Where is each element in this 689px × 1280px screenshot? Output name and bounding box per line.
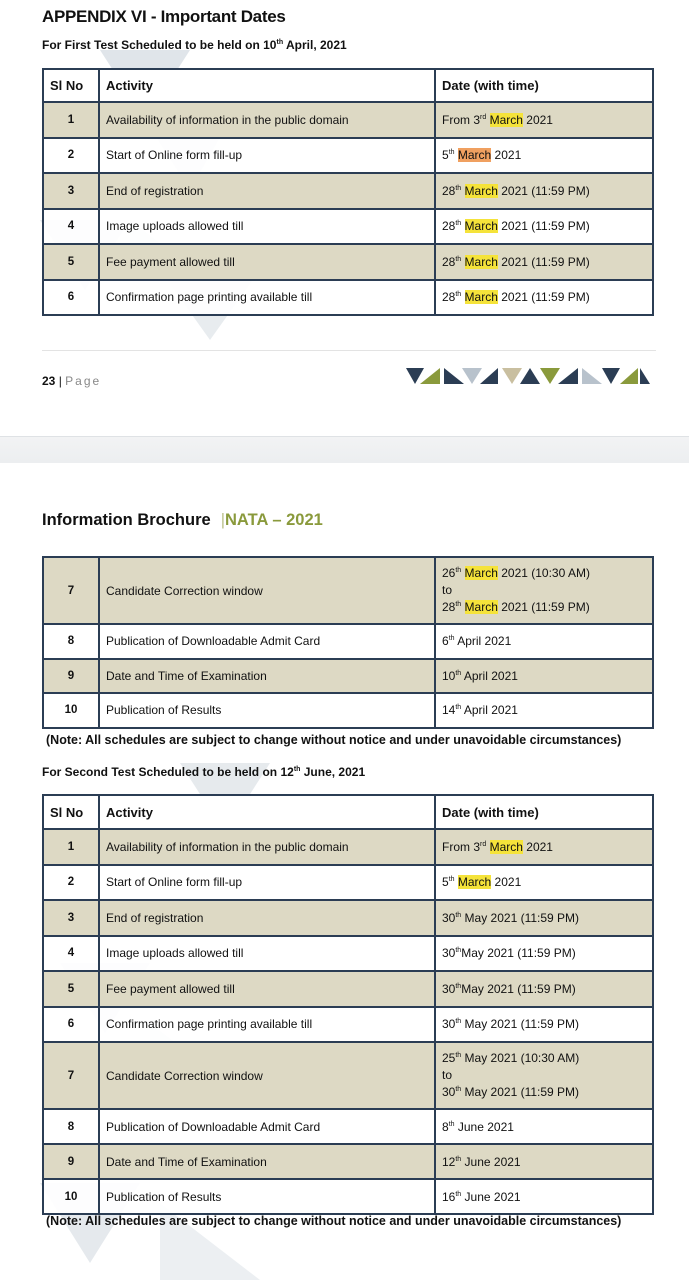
row-activity: Confirmation page printing available till <box>99 280 435 316</box>
row-activity: Start of Online form fill-up <box>99 865 435 901</box>
page-gap <box>0 436 689 464</box>
header-activity: Activity <box>99 795 435 829</box>
table-row <box>43 693 653 728</box>
table-row <box>43 829 653 865</box>
page-number: 23 | Page <box>42 374 102 388</box>
page-title: APPENDIX VI - Important Dates <box>42 7 286 26</box>
row-number: 1 <box>43 829 99 865</box>
table-header <box>43 69 653 102</box>
table-row <box>43 1109 653 1144</box>
row-number: 3 <box>43 173 99 209</box>
row-number: 10 <box>43 693 99 728</box>
row-activity: Publication of Results <box>99 693 435 728</box>
table-row <box>43 1144 653 1179</box>
row-date: 30th May 2021 (11:59 PM) <box>435 900 653 936</box>
schedule-note-2: (Note: All schedules are subject to change without notice and under unavoidable circumstances) <box>46 1214 622 1228</box>
table-row <box>43 1179 653 1214</box>
row-activity: Fee payment allowed till <box>99 971 435 1007</box>
row-date: 5th March 2021 <box>435 865 653 901</box>
row-number: 8 <box>43 1109 99 1144</box>
dates-table-test-1-continued <box>42 556 654 729</box>
document-page-24 <box>0 463 689 1280</box>
row-activity: Publication of Downloadable Admit Card <box>99 1109 435 1144</box>
row-number: 3 <box>43 900 99 936</box>
header-date: Date (with time) <box>435 795 653 829</box>
row-activity: Availability of information in the public domain <box>99 829 435 865</box>
row-number: 6 <box>43 1007 99 1043</box>
row-number: 9 <box>43 1144 99 1179</box>
row-date: 16th June 2021 <box>435 1179 653 1214</box>
row-date: 28th March 2021 (11:59 PM) <box>435 173 653 209</box>
row-date: 5th March 2021 <box>435 138 653 174</box>
row-number: 5 <box>43 971 99 1007</box>
table-row <box>43 244 653 280</box>
row-date: 30thMay 2021 (11:59 PM) <box>435 971 653 1007</box>
schedule-note: (Note: All schedules are subject to change without notice and under unavoidable circumstances) <box>46 733 622 747</box>
row-number: 8 <box>43 624 99 659</box>
table-row <box>43 173 653 209</box>
row-activity: Confirmation page printing available till <box>99 1007 435 1043</box>
header-sl-no: Sl No <box>43 69 99 102</box>
row-date: 30thMay 2021 (11:59 PM) <box>435 936 653 972</box>
brochure-header: Information Brochure |NATA – 2021 <box>42 511 323 529</box>
row-date: 10th April 2021 <box>435 659 653 694</box>
table-row <box>43 971 653 1007</box>
row-number: 4 <box>43 209 99 245</box>
row-number: 10 <box>43 1179 99 1214</box>
row-number: 5 <box>43 244 99 280</box>
row-date: 12th June 2021 <box>435 1144 653 1179</box>
row-date: 14th April 2021 <box>435 693 653 728</box>
table-row <box>43 1007 653 1043</box>
table-row: 7 Candidate Correction window 25th May 2021 (10:30 AM) to 30th May 2021 (11:59 PM) <box>43 1042 653 1109</box>
table-row <box>43 209 653 245</box>
table-header <box>43 795 653 829</box>
row-activity: Fee payment allowed till <box>99 244 435 280</box>
header-activity: Activity <box>99 69 435 102</box>
row-activity: Publication of Results <box>99 1179 435 1214</box>
row-activity: Availability of information in the public domain <box>99 102 435 138</box>
row-number: 6 <box>43 280 99 316</box>
row-date: From 3rd March 2021 <box>435 102 653 138</box>
table-row: 7 Candidate Correction window 26th March 2021 (10:30 AM) to 28th March 2021 (11:59 PM) <box>43 557 653 624</box>
row-number: 4 <box>43 936 99 972</box>
row-date: 6th April 2021 <box>435 624 653 659</box>
dates-table-test-1 <box>42 68 654 316</box>
table-row <box>43 624 653 659</box>
row-date: 30th May 2021 (11:59 PM) <box>435 1007 653 1043</box>
row-number: 1 <box>43 102 99 138</box>
footer-divider <box>42 350 656 351</box>
row-number: 9 <box>43 659 99 694</box>
triangle-strip-decoration <box>406 366 650 386</box>
row-activity: Date and Time of Examination <box>99 1144 435 1179</box>
document-page-23 <box>0 0 689 436</box>
dates-table-test-2 <box>42 794 654 1215</box>
row-activity: Start of Online form fill-up <box>99 138 435 174</box>
test-2-subtitle: For Second Test Scheduled to be held on 12th June, 2021 <box>42 765 366 779</box>
table-row <box>43 659 653 694</box>
table-row <box>43 102 653 138</box>
row-activity: Date and Time of Examination <box>99 659 435 694</box>
row-activity: Image uploads allowed till <box>99 209 435 245</box>
row-number: 2 <box>43 865 99 901</box>
row-activity: Image uploads allowed till <box>99 936 435 972</box>
header-date: Date (with time) <box>435 69 653 102</box>
table-row <box>43 138 653 174</box>
row-date: 8th June 2021 <box>435 1109 653 1144</box>
row-date: 28th March 2021 (11:59 PM) <box>435 209 653 245</box>
row-date: 28th March 2021 (11:59 PM) <box>435 280 653 316</box>
row-date: 28th March 2021 (11:59 PM) <box>435 244 653 280</box>
table-row <box>43 900 653 936</box>
row-activity: Publication of Downloadable Admit Card <box>99 624 435 659</box>
row-activity: End of registration <box>99 900 435 936</box>
table-row <box>43 280 653 316</box>
table-row <box>43 936 653 972</box>
row-number: 2 <box>43 138 99 174</box>
header-sl-no: Sl No <box>43 795 99 829</box>
test-1-subtitle: For First Test Scheduled to be held on 10th April, 2021 <box>42 38 347 52</box>
table-row <box>43 865 653 901</box>
row-date: From 3rd March 2021 <box>435 829 653 865</box>
row-activity: End of registration <box>99 173 435 209</box>
